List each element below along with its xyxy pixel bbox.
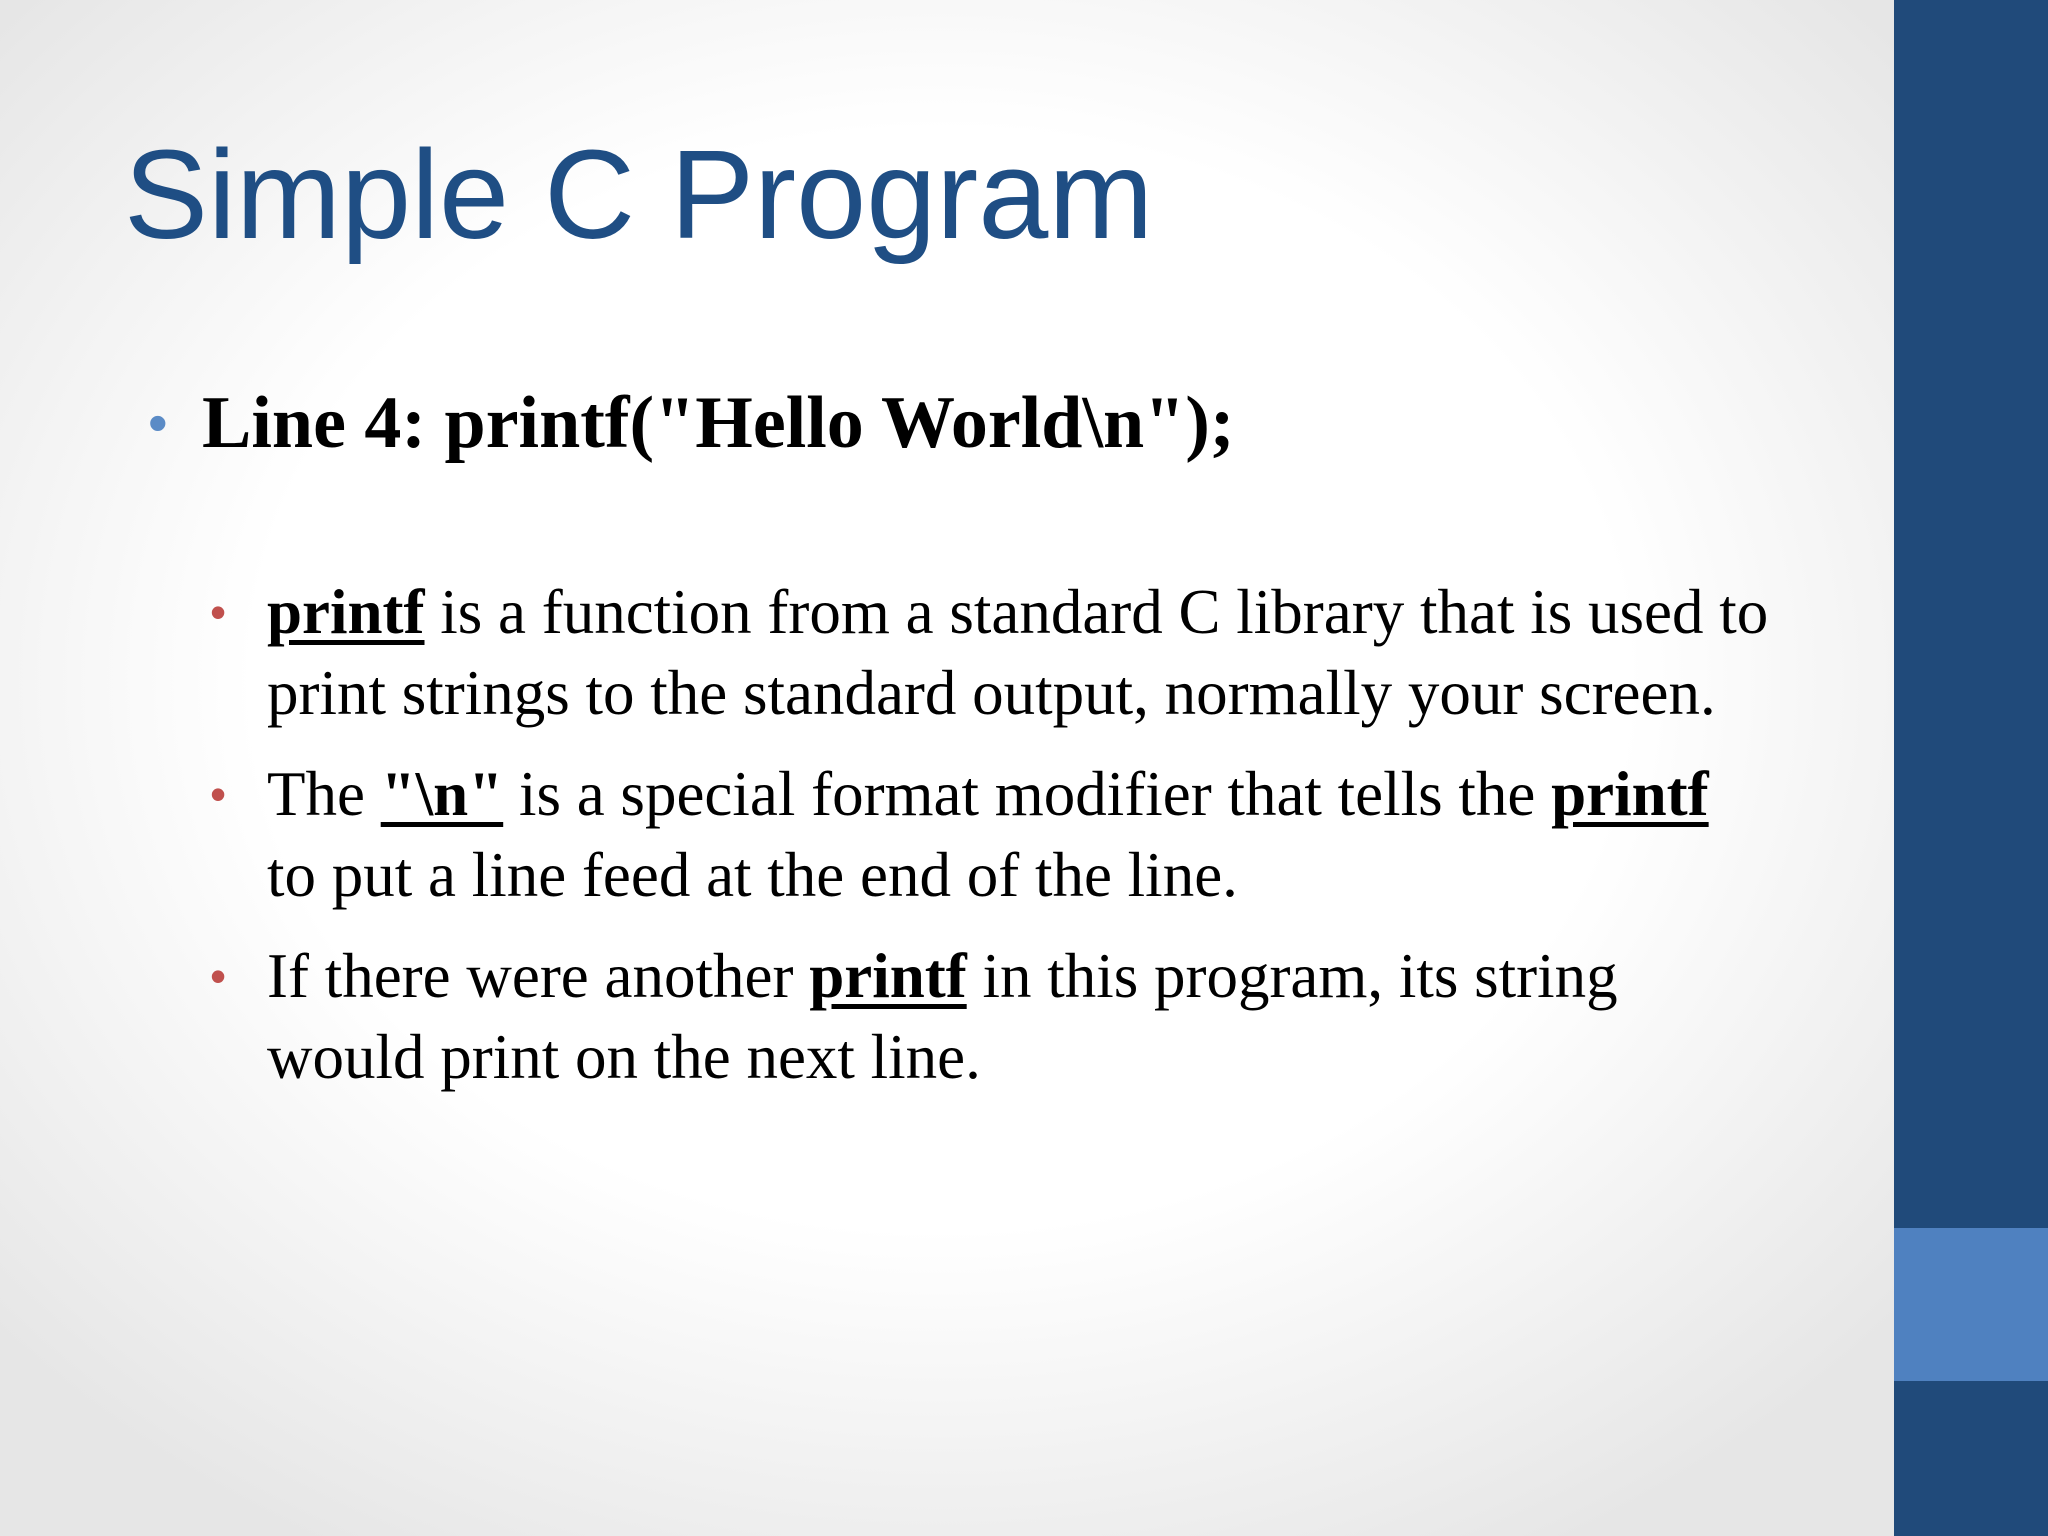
bullet-dot-icon: • [148, 391, 168, 454]
sub-bullet-2-prefix: The [267, 759, 381, 829]
keyword-printf: printf [1551, 759, 1709, 829]
sub-bullet-list [210, 572, 1770, 1118]
keyword-printf: printf [267, 577, 425, 647]
keyword-printf: printf [809, 941, 967, 1011]
sub-bullet-1 [210, 572, 1770, 734]
sub-bullet-2 [210, 754, 1770, 916]
sub-bullet-3-suffix: in this program, its string would print on the next line. [267, 941, 1618, 1092]
sub-bullet-3 [210, 936, 1770, 1098]
sub-bullet-2-suffix: to put a line feed at the end of the line. [267, 840, 1238, 910]
slide-title: Simple C Program [124, 124, 1154, 265]
main-bullet-text: Line 4: printf("Hello World\n"); [202, 382, 1235, 464]
bullet-dot-icon: • [210, 950, 227, 1002]
sub-bullet-2-middle: is a special format modifier that tells the [503, 759, 1552, 829]
sidebar-accent-block [1894, 1228, 2048, 1381]
bullet-dot-icon: • [210, 586, 227, 638]
keyword-newline: "\n" [380, 759, 504, 829]
sub-bullet-1-text: is a function from a standard C library that is used to print strings to the standard output, normally your screen. [267, 577, 1769, 728]
sidebar-band [1894, 0, 2048, 1536]
sub-bullet-3-prefix: If there were another [267, 941, 810, 1011]
bullet-dot-icon: • [210, 768, 227, 820]
